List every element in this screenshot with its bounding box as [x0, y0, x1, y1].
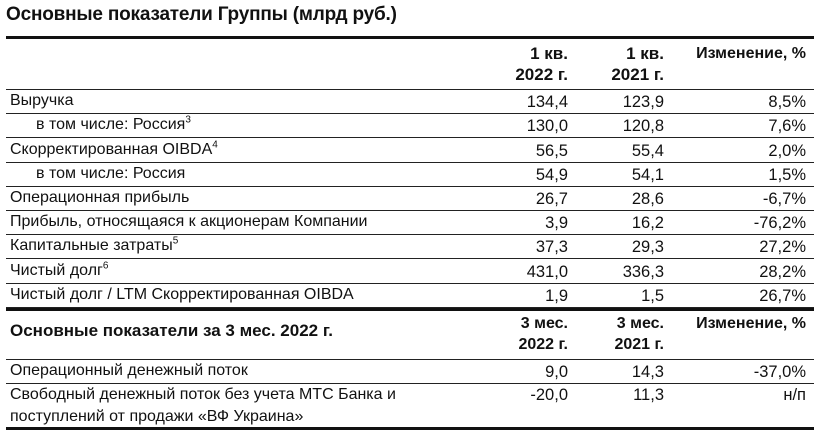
row-label: [6, 211, 492, 234]
section-title: Основные показатели за 3 мес. 2022 г.: [10, 320, 333, 340]
row-value-2021: 28,6: [631, 189, 664, 208]
row-value-2021: 29,3: [631, 238, 664, 257]
row-label: [6, 163, 492, 186]
row-value-2021: 55,4: [631, 141, 664, 160]
row-value-2021: 16,2: [631, 214, 664, 233]
header-q1-2022-line1: 1 кв.: [530, 44, 568, 63]
row-label-text: Чистый долг: [10, 261, 103, 279]
row-change: 27,2%: [759, 238, 806, 257]
row-value-2022: 26,7: [535, 189, 568, 208]
row-label: [6, 114, 492, 137]
header-3m-2021-line2: 2021 г.: [614, 335, 664, 353]
row-change: н/п: [783, 385, 806, 404]
row-change: -76,2%: [753, 214, 806, 233]
header-q1-2022: [492, 43, 572, 89]
header-3m-2022-line2: 2022 г.: [518, 335, 568, 353]
row-value-2021: 54,1: [631, 165, 664, 184]
row-value-2022: -20,0: [530, 385, 568, 404]
row-value-2022: 130,0: [526, 117, 568, 136]
table-row: [6, 384, 814, 430]
row-label-text: Прибыль, относящаяся к акционерам Компании: [10, 213, 368, 231]
header-3m-2022: [492, 313, 572, 359]
header-q1-2021-line2: 2021 г.: [611, 65, 664, 84]
page-title: Основные показатели Группы (млрд руб.): [6, 4, 397, 25]
row-value-2021: 11,3: [633, 385, 664, 404]
row-change: -37,0%: [753, 362, 806, 381]
table-row: [6, 187, 814, 211]
row-value-2022: 54,9: [535, 165, 568, 184]
row-value-2021: 123,9: [622, 93, 664, 112]
row-label: [6, 139, 492, 162]
row-label: [6, 284, 492, 307]
header-3m-2021: [572, 313, 668, 359]
row-label-text: Капитальные затраты: [10, 237, 173, 255]
row-value-2022: 56,5: [535, 141, 568, 160]
row-change: 1,5%: [768, 165, 806, 184]
row-value-2021: 14,3: [631, 362, 664, 381]
header-3m-2022-line1: 3 мес.: [520, 314, 568, 332]
footnote-marker: 4: [212, 139, 218, 151]
row-change: 7,6%: [768, 117, 806, 136]
row-change: -6,7%: [762, 189, 806, 208]
table-row: [6, 211, 814, 235]
header-q1-2021-line1: 1 кв.: [626, 44, 664, 63]
row-label-text: в том числе: Россия: [36, 116, 186, 134]
header-q1-2021: [572, 43, 668, 89]
row-value-2022: 3,9: [545, 214, 568, 233]
row-change: 8,5%: [768, 93, 806, 112]
header-q1-2022-line2: 2022 г.: [515, 65, 568, 84]
table-row: [6, 138, 814, 162]
table-row: [6, 235, 814, 259]
row-label: [6, 260, 492, 283]
row-value-2022: 431,0: [526, 262, 568, 281]
footnote-marker: 5: [172, 235, 179, 247]
row-label: [6, 90, 492, 113]
row-value-2022: 9,0: [545, 362, 568, 381]
row-value-2022: 37,3: [535, 238, 568, 257]
table-row: [6, 259, 814, 283]
footnote-marker: 3: [185, 115, 191, 127]
header-change: Изменение, %: [696, 45, 806, 62]
row-change: 2,0%: [768, 141, 806, 160]
row-label: [6, 235, 492, 258]
table-row: [6, 114, 814, 138]
row-change: 26,7%: [759, 286, 806, 305]
footnote-marker: 6: [102, 260, 109, 272]
table-row: [6, 360, 814, 384]
table1-body: [6, 90, 814, 308]
indicators-table: [6, 36, 814, 430]
table-header: [6, 36, 814, 90]
header-3m-2021-line1: 3 мес.: [616, 314, 664, 332]
section-header: [6, 308, 814, 360]
table-row: [6, 284, 814, 308]
row-label-text: Скорректированная OIBDA: [10, 140, 213, 158]
row-value-2021: 336,3: [622, 262, 664, 281]
row-label-text: Чистый долг / LTM Скорректированная OIBDA: [10, 285, 354, 303]
row-change: 28,2%: [759, 262, 806, 281]
row-label-text: Выручка: [10, 92, 74, 110]
table-row: [6, 90, 814, 114]
row-label: Свободный денежный поток без учета МТС Банка и поступлений от продажи «ВФ Украина»: [10, 385, 396, 425]
row-value-2021: 1,5: [641, 286, 664, 305]
row-value-2022: 1,9: [545, 286, 568, 305]
row-value-2021: 120,8: [622, 117, 664, 136]
row-label-text: Операционная прибыль: [10, 188, 190, 206]
header-change-2: Изменение, %: [696, 314, 806, 332]
table-row: [6, 163, 814, 187]
row-label: Операционный денежный поток: [10, 361, 248, 379]
row-label-text: в том числе: Россия: [36, 164, 186, 182]
row-label: [6, 187, 492, 210]
row-value-2022: 134,4: [526, 93, 568, 112]
